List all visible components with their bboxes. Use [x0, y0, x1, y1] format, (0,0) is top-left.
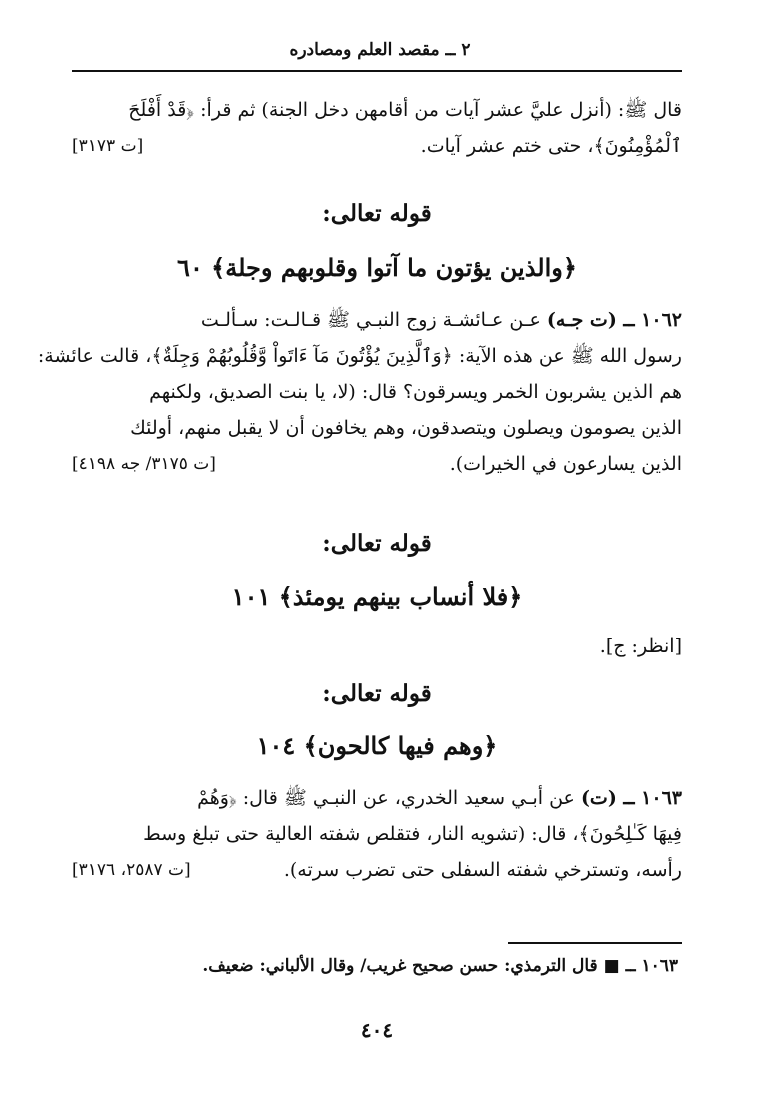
- hadith-1062-line-1-text: عـن عـائشـة زوج النبـي ﷺ قـالـت: سـألـت: [200, 309, 541, 331]
- section3-heading: قوله تعالى:: [322, 680, 432, 707]
- hadith-1063-line-2: فِيهَا كَـٰلِحُونَ﴾، قال: (تشويه النار، فتقلص شفته العالية حتى تبلغ وسط: [143, 823, 682, 845]
- entry-top-line-2-text: ٱلْمُؤْمِنُونَ﴾، حتى ختم عشر آيات.: [420, 135, 682, 157]
- hadith-1062-number: ١٠٦٢ ــ (ت جـه): [546, 309, 682, 331]
- hadith-1063-line-3: [72, 852, 682, 888]
- hadith-1063-line-1: [72, 780, 682, 816]
- hadith-1062-line-5-text: الذين يسارعون في الخيرات).: [449, 453, 682, 475]
- hadith-1062-line-5: [72, 446, 682, 482]
- hadith-1063-line-3-text: رأسه، وتسترخي شفته السفلى حتى تضرب سرته).: [283, 859, 682, 881]
- hadith-1062-line-4: الذين يصومون ويصلون ويتصدقون، وهم يخافون أن لا يقبل منهم، أولئك: [130, 417, 682, 439]
- running-head: ٢ ــ مقصد العلم ومصادره: [289, 40, 471, 60]
- hadith-1063-ref: [ت ٢٥٨٧، ٣١٧٦]: [72, 860, 191, 880]
- section2-note-block: [72, 628, 682, 664]
- section2-verse: ﴿فلا أنساب بينهم يومئذ﴾ ١٠١: [231, 582, 523, 611]
- hadith-1063-number: ١٠٦٣ ــ (ت): [580, 787, 682, 809]
- section1-heading: قوله تعالى:: [322, 200, 432, 227]
- page-number: ٤٠٤: [360, 1018, 394, 1042]
- entry-top-line-2: [72, 128, 682, 164]
- footnote: ١٠٦٣ ــ ■ قال الترمذي: حسن صحيح غريب/ وقال الألباني: ضعيف.: [202, 956, 678, 976]
- entry-top-line-1: قال ﷺ: (أنزل عليَّ عشر آيات من أقامهن دخل الجنة) ثم قرأ: ﴿قَدْ أَفْلَحَ: [128, 99, 682, 121]
- section2-note: [انظر: ج].: [599, 635, 682, 657]
- hadith-1062-line-2: رسول الله ﷺ عن هذه الآية: ﴿وَٱلَّذِينَ يُؤْتُونَ مَآ ءَاتَواْ وَّقُلُوبُهُمْ وَجِلَةٌ﴾، قالت عائشة:: [37, 345, 682, 367]
- footnote-rule: [508, 942, 682, 944]
- hadith-1063: [72, 780, 682, 888]
- section1-verse: ﴿والذين يؤتون ما آتوا وقلوبهم وجلة﴾ ٦٠: [177, 253, 577, 282]
- entry-top: [72, 92, 682, 164]
- hadith-1062-line-1: [72, 302, 682, 338]
- entry-top-ref: [ت ٣١٧٣]: [72, 136, 144, 156]
- hadith-1063-line-1-text: عن أبـي سعيد الخدري، عن النبـي ﷺ قال: ﴿وَهُمْ: [197, 787, 575, 809]
- hadith-1062-ref: [ت ٣١٧٥/ جه ٤١٩٨]: [72, 454, 216, 474]
- hadith-1062: [37, 302, 682, 482]
- section2-heading: قوله تعالى:: [322, 530, 432, 557]
- header-rule: [72, 70, 682, 72]
- hadith-1062-line-3: هم الذين يشربون الخمر ويسرقون؟ قال: (لا، يا بنت الصديق، ولكنهم: [149, 381, 682, 403]
- section3-verse: ﴿وهم فيها كالحون﴾ ١٠٤: [256, 731, 498, 760]
